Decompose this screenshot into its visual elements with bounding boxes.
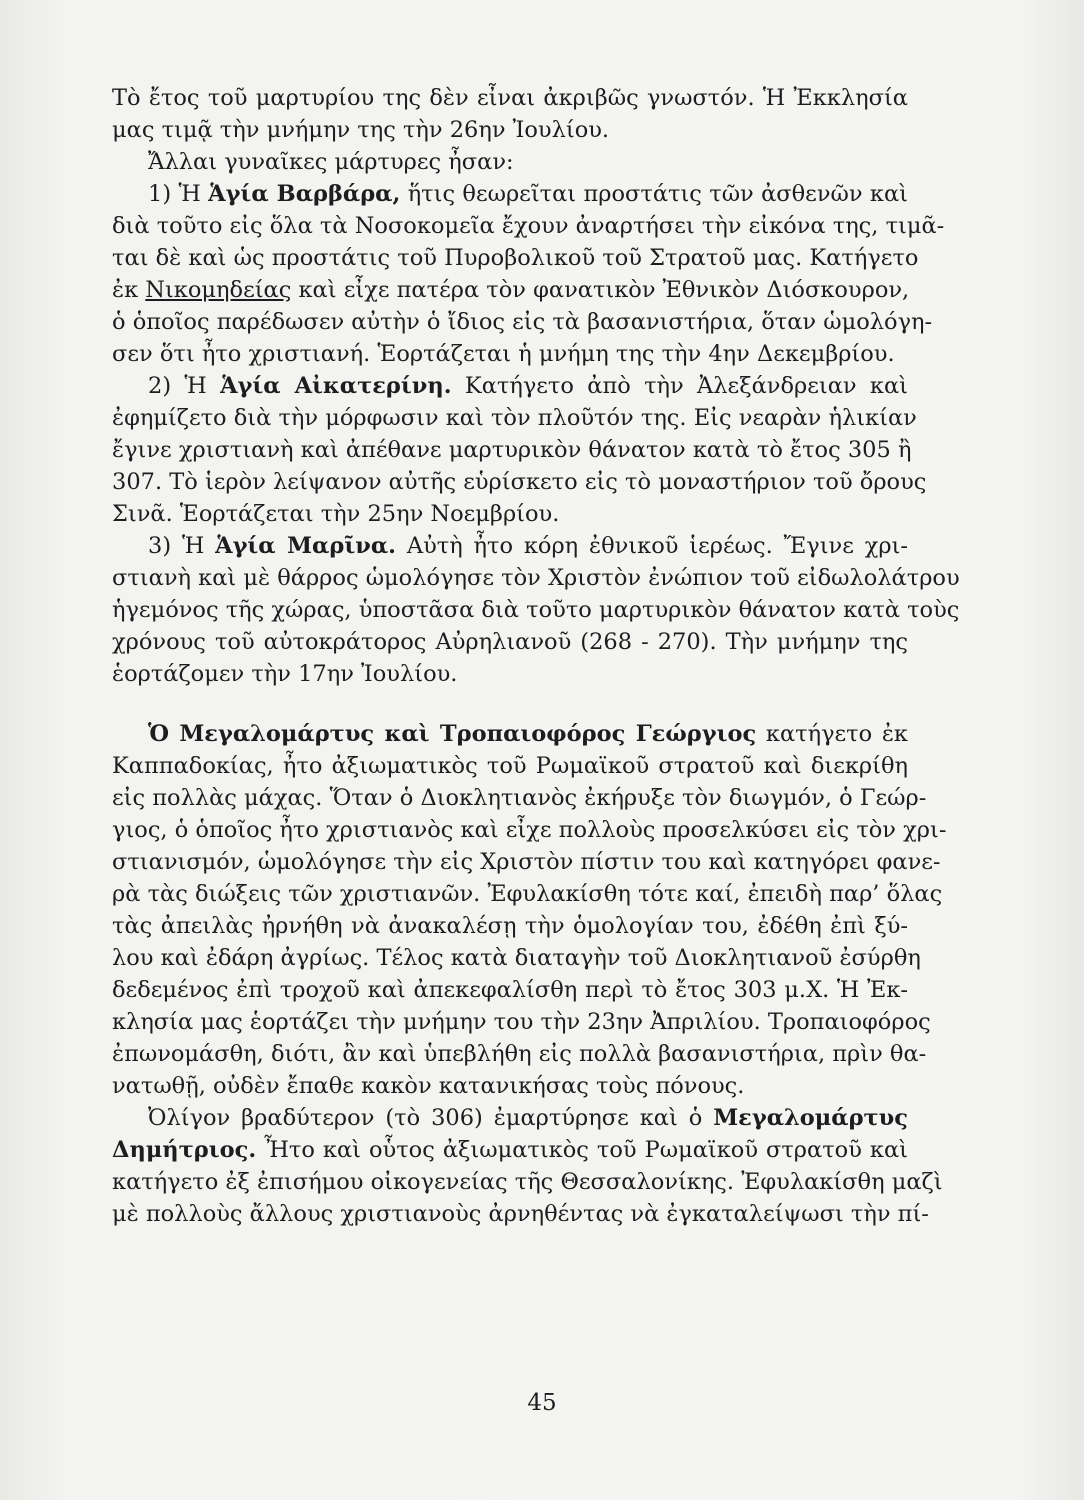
text-line [112,370,908,402]
saint-name-marina: Ἁγία Μαρῖνα. [215,533,396,559]
text-span: καὶ εἶχε πατέρα τὸν φανατικὸν Ἐθνικὸν Διόσκουρον, [291,277,910,303]
text-line [112,274,908,306]
underlined-place-name: Νικομηδείας [145,277,292,303]
text-line: κατήγετο ἐξ ἐπισήμου οἰκογενείας τῆς Θεσσαλονίκης. Ἐφυλακίσθη μαζὶ [112,1169,943,1195]
text-line [112,178,908,210]
text-line: διὰ τοῦτο εἰς ὅλα τὰ Νοσοκομεῖα ἔχουν ἀναρτήσει τὴν εἰκόνα της, τιμᾶ- [112,213,945,239]
text-line: κλησία μας ἑορτάζει τὴν μνήμην του τὴν 23ην Ἀπριλίου. Τροπαιοφόρος [112,1009,931,1035]
text-line [112,718,908,750]
text-line: Σινᾶ. Ἑορτάζεται τὴν 25ην Νοεμβρίου. [112,501,560,527]
text-line: ἐπωνομάσθη, διότι, ἂν καὶ ὑπεβλήθη εἰς πολλὰ βασανιστήρια, πρὶν θα- [112,1041,927,1067]
text-line [112,1134,908,1166]
text-line: ρὰ τὰς διώξεις τῶν χριστιανῶν. Ἐφυλακίσθη τότε καί, ἐπειδὴ παρ’ ὅλας [112,881,943,907]
text-line: Ἄλλαι γυναῖκες μάρτυρες ἦσαν: [148,149,514,175]
text-line: εἰς πολλὰς μάχας. Ὅταν ὁ Διοκλητιανὸς ἐκήρυξε τὸν διωγμόν, ὁ Γεώρ- [112,785,927,811]
text-line: τὰς ἀπειλὰς ἠρνήθη νὰ ἀνακαλέσῃ τὴν ὁμολογίαν του, ἐδέθη ἐπὶ ξύ- [112,913,908,939]
text-line: μας τιμᾷ τὴν μνήμην της τὴν 26ην Ἰουλίου. [112,117,610,143]
text-line: στιανὴ καὶ μὲ θάρρος ὡμολόγησε τὸν Χριστὸν ἐνώπιον τοῦ εἰδωλολάτρου [112,565,960,591]
text-span: ἐκ [112,277,146,303]
text-span: Αὐτὴ ἦτο κόρη ἐθνικοῦ ἱερέως. Ἔγινε χρι- [395,533,908,559]
text-line: ἡγεμόνος τῆς χώρας, ὑποστᾶσα διὰ τοῦτο μαρτυρικὸν θάνατον κατὰ τοὺς [112,597,960,623]
text-line: ἔγινε χριστιανὴ καὶ ἀπέθανε μαρτυρικὸν θάνατον κατὰ τὸ ἔτος 305 ἢ [112,437,912,463]
saint-name-dimitrios-part1: Μεγαλομάρτυς [713,1105,908,1131]
saint-name-aikaterini: Ἁγία Αἰκατερίνη. [220,373,452,399]
page-number: 45 [527,1390,557,1416]
text-line: γιος, ὁ ὁποῖος ἦτο χριστιανὸς καὶ εἶχε πολλοὺς προσελκύσει εἰς τὸν χρι- [112,817,947,843]
text-line: ὁ ὁποῖος παρέδωσεν αὐτὴν ὁ ἴδιος εἰς τὰ βασανιστήρια, ὅταν ὡμολόγη- [112,309,933,335]
text-line: ἐφημίζετο διὰ τὴν μόρφωσιν καὶ τὸν πλοῦτόν της. Εἰς νεαρὰν ἡλικίαν [112,405,917,431]
text-span: κατήγετο ἐκ [756,721,908,747]
text-line: σεν ὅτι ἦτο χριστιανή. Ἑορτάζεται ἡ μνήμη της τὴν 4ην Δεκεμβρίου. [112,341,895,367]
text-line: στιανισμόν, ὡμολόγησε τὴν εἰς Χριστὸν πίστιν του καὶ κατηγόρει φανε- [112,849,941,875]
text-line: ται δὲ καὶ ὡς προστάτις τοῦ Πυροβολικοῦ τοῦ Στρατοῦ μας. Κατήγετο [112,245,919,271]
text-line: μὲ πολλοὺς ἄλλους χριστιανοὺς ἀρνηθέντας νὰ ἐγκαταλείψωσι τὴν πί- [112,1201,929,1227]
text-line: δεδεμένος ἐπὶ τροχοῦ καὶ ἀπεκεφαλίσθη περὶ τὸ ἔτος 303 μ.Χ. Ἡ Ἐκ- [112,977,908,1003]
text-span: Ὀλίγον βραδύτερον (τὸ 306) ἐμαρτύρησε καὶ ὁ [148,1105,714,1131]
list-number: 3) Ἡ [148,533,216,559]
text-span: Ἦτο καὶ οὗτος ἀξιωματικὸς τοῦ Ρωμαϊκοῦ στρατοῦ καὶ [256,1137,908,1163]
text-line: Τὸ ἔτος τοῦ μαρτυρίου της δὲν εἶναι ἀκριβῶς γνωστόν. Ἡ Ἐκκλησία [112,85,908,111]
text-line: ἑορτάζομεν τὴν 17ην Ἰουλίου. [112,661,458,687]
text-line: χρόνους τοῦ αὐτοκράτορος Αὐρηλιανοῦ (268 - 270). Τὴν μνήμην της [112,629,908,655]
text-span: ἥτις θεωρεῖται προστάτις τῶν ἀσθενῶν καὶ [400,181,908,207]
list-number: 1) Ἡ [148,181,209,207]
page-body-text [112,82,960,1230]
text-line: νατωθῇ, οὐδὲν ἔπαθε κακὸν κατανικήσας τοὺς πόνους. [112,1073,745,1099]
text-line [112,1102,908,1134]
text-line: Καππαδοκίας, ἦτο ἀξιωματικὸς τοῦ Ρωμαϊκοῦ στρατοῦ καὶ διεκρίθη [112,753,908,779]
text-line: λου καὶ ἐδάρη ἀγρίως. Τέλος κατὰ διαταγὴν τοῦ Διοκλητιανοῦ ἐσύρθη [112,945,921,971]
list-number: 2) Ἡ [148,373,221,399]
text-line: 307. Τὸ ἱερὸν λείψανον αὐτῆς εὑρίσκετο εἰς τὸ μοναστήριον τοῦ ὄρους [112,469,927,495]
saint-name-dimitrios-part2: Δημήτριος. [112,1137,257,1163]
saint-name-georgios: Ὁ Μεγαλομάρτυς καὶ Τροπαιοφόρος Γεώργιος [148,721,757,747]
paragraph-gap [112,690,908,718]
text-line [112,530,908,562]
text-span: Κατήγετο ἀπὸ τὴν Ἀλεξάνδρειαν καὶ [451,373,908,399]
saint-name-barbara: Ἁγία Βαρβάρα, [208,181,401,207]
